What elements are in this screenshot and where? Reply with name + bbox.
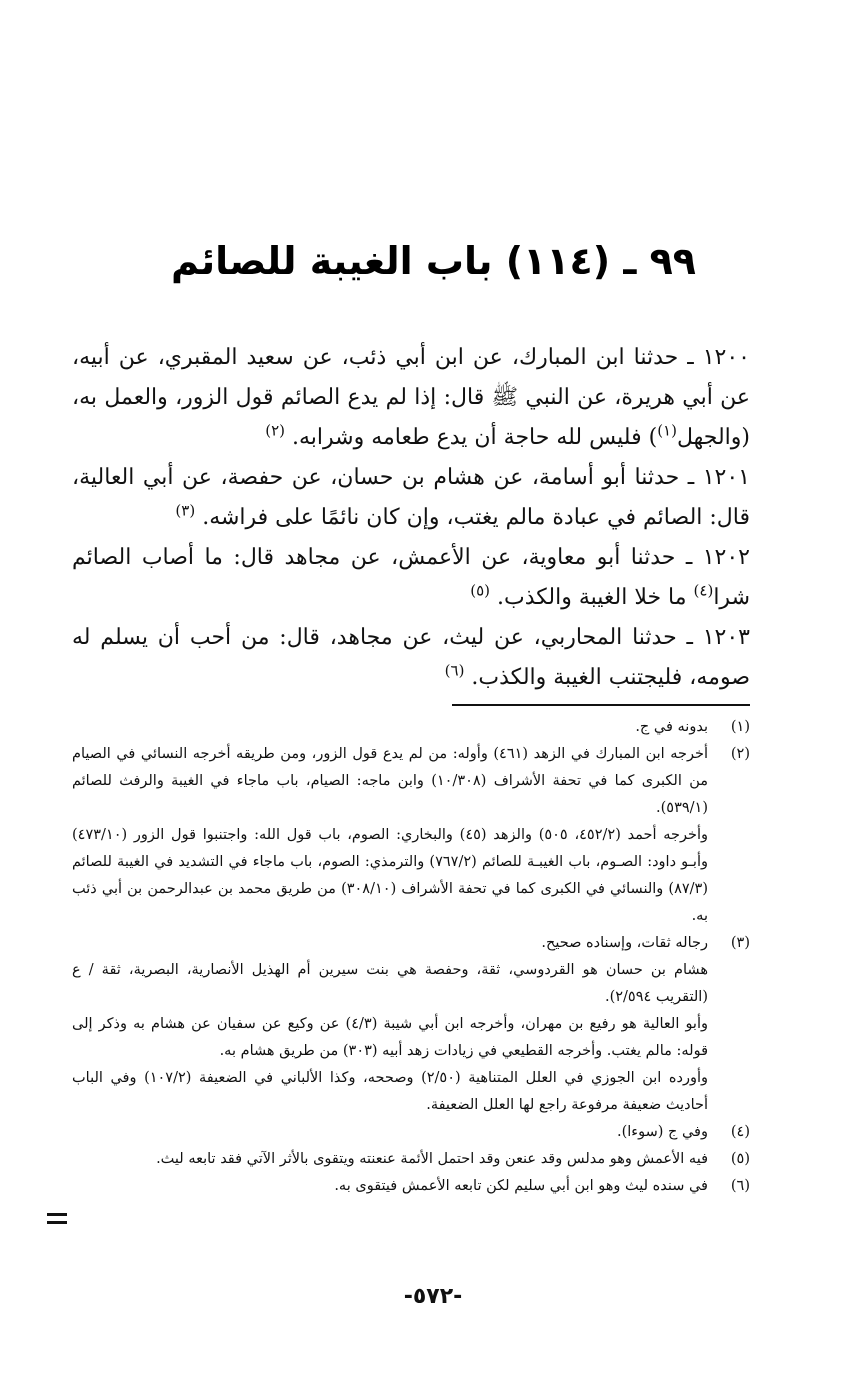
footnote [72,1146,750,1173]
footnote-number: (٥) [730,1151,750,1167]
footnote-reference: (٦) [444,661,465,680]
footnote-paragraph: رجاله ثقات، وإسناده صحيح. [541,935,708,951]
hadith-text: ) فليس لله حاجة أن يدع طعامه وشرابه. [285,425,658,450]
footnote-number: (٣) [730,935,750,951]
footnote-body [72,714,708,741]
hadith-text: ١٢٠١ ـ حدثنا أبو أسامة، عن هشام بن حسان، عن حفصة، عن أبي العالية، قال: الصائم في عبادة مالم يغتب، وإن كان نائمًا على فراشه. [72,465,750,530]
footnote-body [72,1146,708,1173]
footnote-reference: (١) [657,421,677,440]
hadith-paragraph [72,538,750,618]
footnote-reference: (٣) [175,501,196,520]
footnote-number: (٤) [730,1124,750,1140]
footnote-reference: (٢) [265,421,285,440]
footnote [72,1173,750,1200]
footnote-number: (٦) [730,1178,750,1194]
footnote-paragraph: وأورده ابن الجوزي في العلل المتناهية (٢/٥٠) وصححه، وكذا الألباني في الضعيفة (١٠٧/٢) وفي الباب أحاديث ضعيفة مرفوعة راجع لها العلل الضعيفة. [72,1070,708,1113]
footnote-body [72,741,708,930]
hadith-text: ١٢٠٢ ـ حدثنا أبو معاوية، عن الأعمش، عن مجاهد قال: ما أصاب الصائم شرا [72,545,750,610]
hadith-paragraph [72,338,750,458]
chapter-title: ٩٩ ـ (١١٤) باب الغيبة للصائم [171,239,696,283]
page-number: -٥٧٢- [403,1284,463,1309]
footnote-body [72,1173,708,1200]
hadith-text: ١٢٠٠ ـ حدثنا ابن المبارك، عن ابن أبي ذئب، عن سعيد المقبري، عن أبيه، عن أبي هريرة، عن النبي ﷺ قال: إذا لم يدع الصائم قول الزور، والعمل به، (والجهل [72,345,750,450]
hadith-paragraph [72,618,750,698]
footnote [72,930,750,1119]
footnote-reference: (٤) [693,581,714,600]
footnote-body [72,930,708,1119]
footnote-paragraph: هشام بن حسان هو القردوسي، ثقة، وحفصة هي بنت سيرين أم الهذيل الأنصارية، البصرية، ثقة / ع (التقريب ٢/٥٩٤). [72,962,708,1005]
footnote [72,1119,750,1146]
footnotes-block [72,714,750,1200]
hadith-paragraph [72,458,750,538]
footnote-paragraph: وأبو العالية هو رفيع بن مهران، وأخرجه ابن أبي شيبة (٤/٣) عن وكيع عن سفيان عن هشام به وذكر إلى قوله: مالم يغتب. وأخرجه القطيعي في زيادات زهد أبيه (٣٠٣) من طريق هشام به. [72,1016,708,1059]
footnote-separator [452,704,750,706]
footnote-number: (٢) [730,746,750,762]
footnote-number: (١) [730,719,750,735]
footnote-paragraph: فيه الأعمش وهو مدلس وقد عنعن وقد احتمل الأئمة عنعنته ويتقوى بالأثر الآتي فقد تابعه ليث. [156,1151,708,1167]
hadith-text: ١٢٠٣ ـ حدثنا المحاربي، عن ليث، عن مجاهد، قال: من أحب أن يسلم له صومه، فليجتنب الغيبة والكذب. [72,625,750,690]
footnote-paragraph: وفي ج (سوءا). [616,1124,708,1140]
footnote-paragraph: في سنده ليث وهو ابن أبي سليم لكن تابعه الأعمش فيتقوى به. [334,1178,708,1194]
hadith-text: ما خلا الغيبة والكذب. [490,585,694,610]
footnote [72,714,750,741]
footnote-reference: (٥) [470,581,490,600]
footnote-paragraph: بدونه في ج. [635,719,708,735]
footnote-paragraph: وأخرجه أحمد (٤٥٢/٢، ٥٠٥) والزهد (٤٥) والبخاري: الصوم، باب قول الله: واجتنبوا قول الزور (٤٧٣/١٠) وأبـو داود: الصـوم، باب الغيبـة للصائم (٧٦٧/٢) والترمذي: الصوم، باب ماجاء في التشديد في الغيبة للصائم (٨٧/٣) والنسائي في الكبرى كما في تحفة الأشراف (٣٠٨/١٠) من طريق محمد بن عبدالرحمن بن أبي ذئب به. [72,827,709,924]
footnote-paragraph: أخرجه ابن المبارك في الزهد (٤٦١) وأوله: من لم يدع قول الزور، ومن طريقه أخرجه النسائي في الصيام من الكبرى كما في تحفة الأشراف (١٠/٣٠٨) وابن ماجه: الصيام، باب ماجاء في الغيبة والرفث للصائم (٥٣٩/١). [72,746,708,816]
hadith-text-block [72,338,750,698]
footnote-body [72,1119,708,1146]
margin-mark [47,1213,67,1225]
footnote [72,741,750,930]
